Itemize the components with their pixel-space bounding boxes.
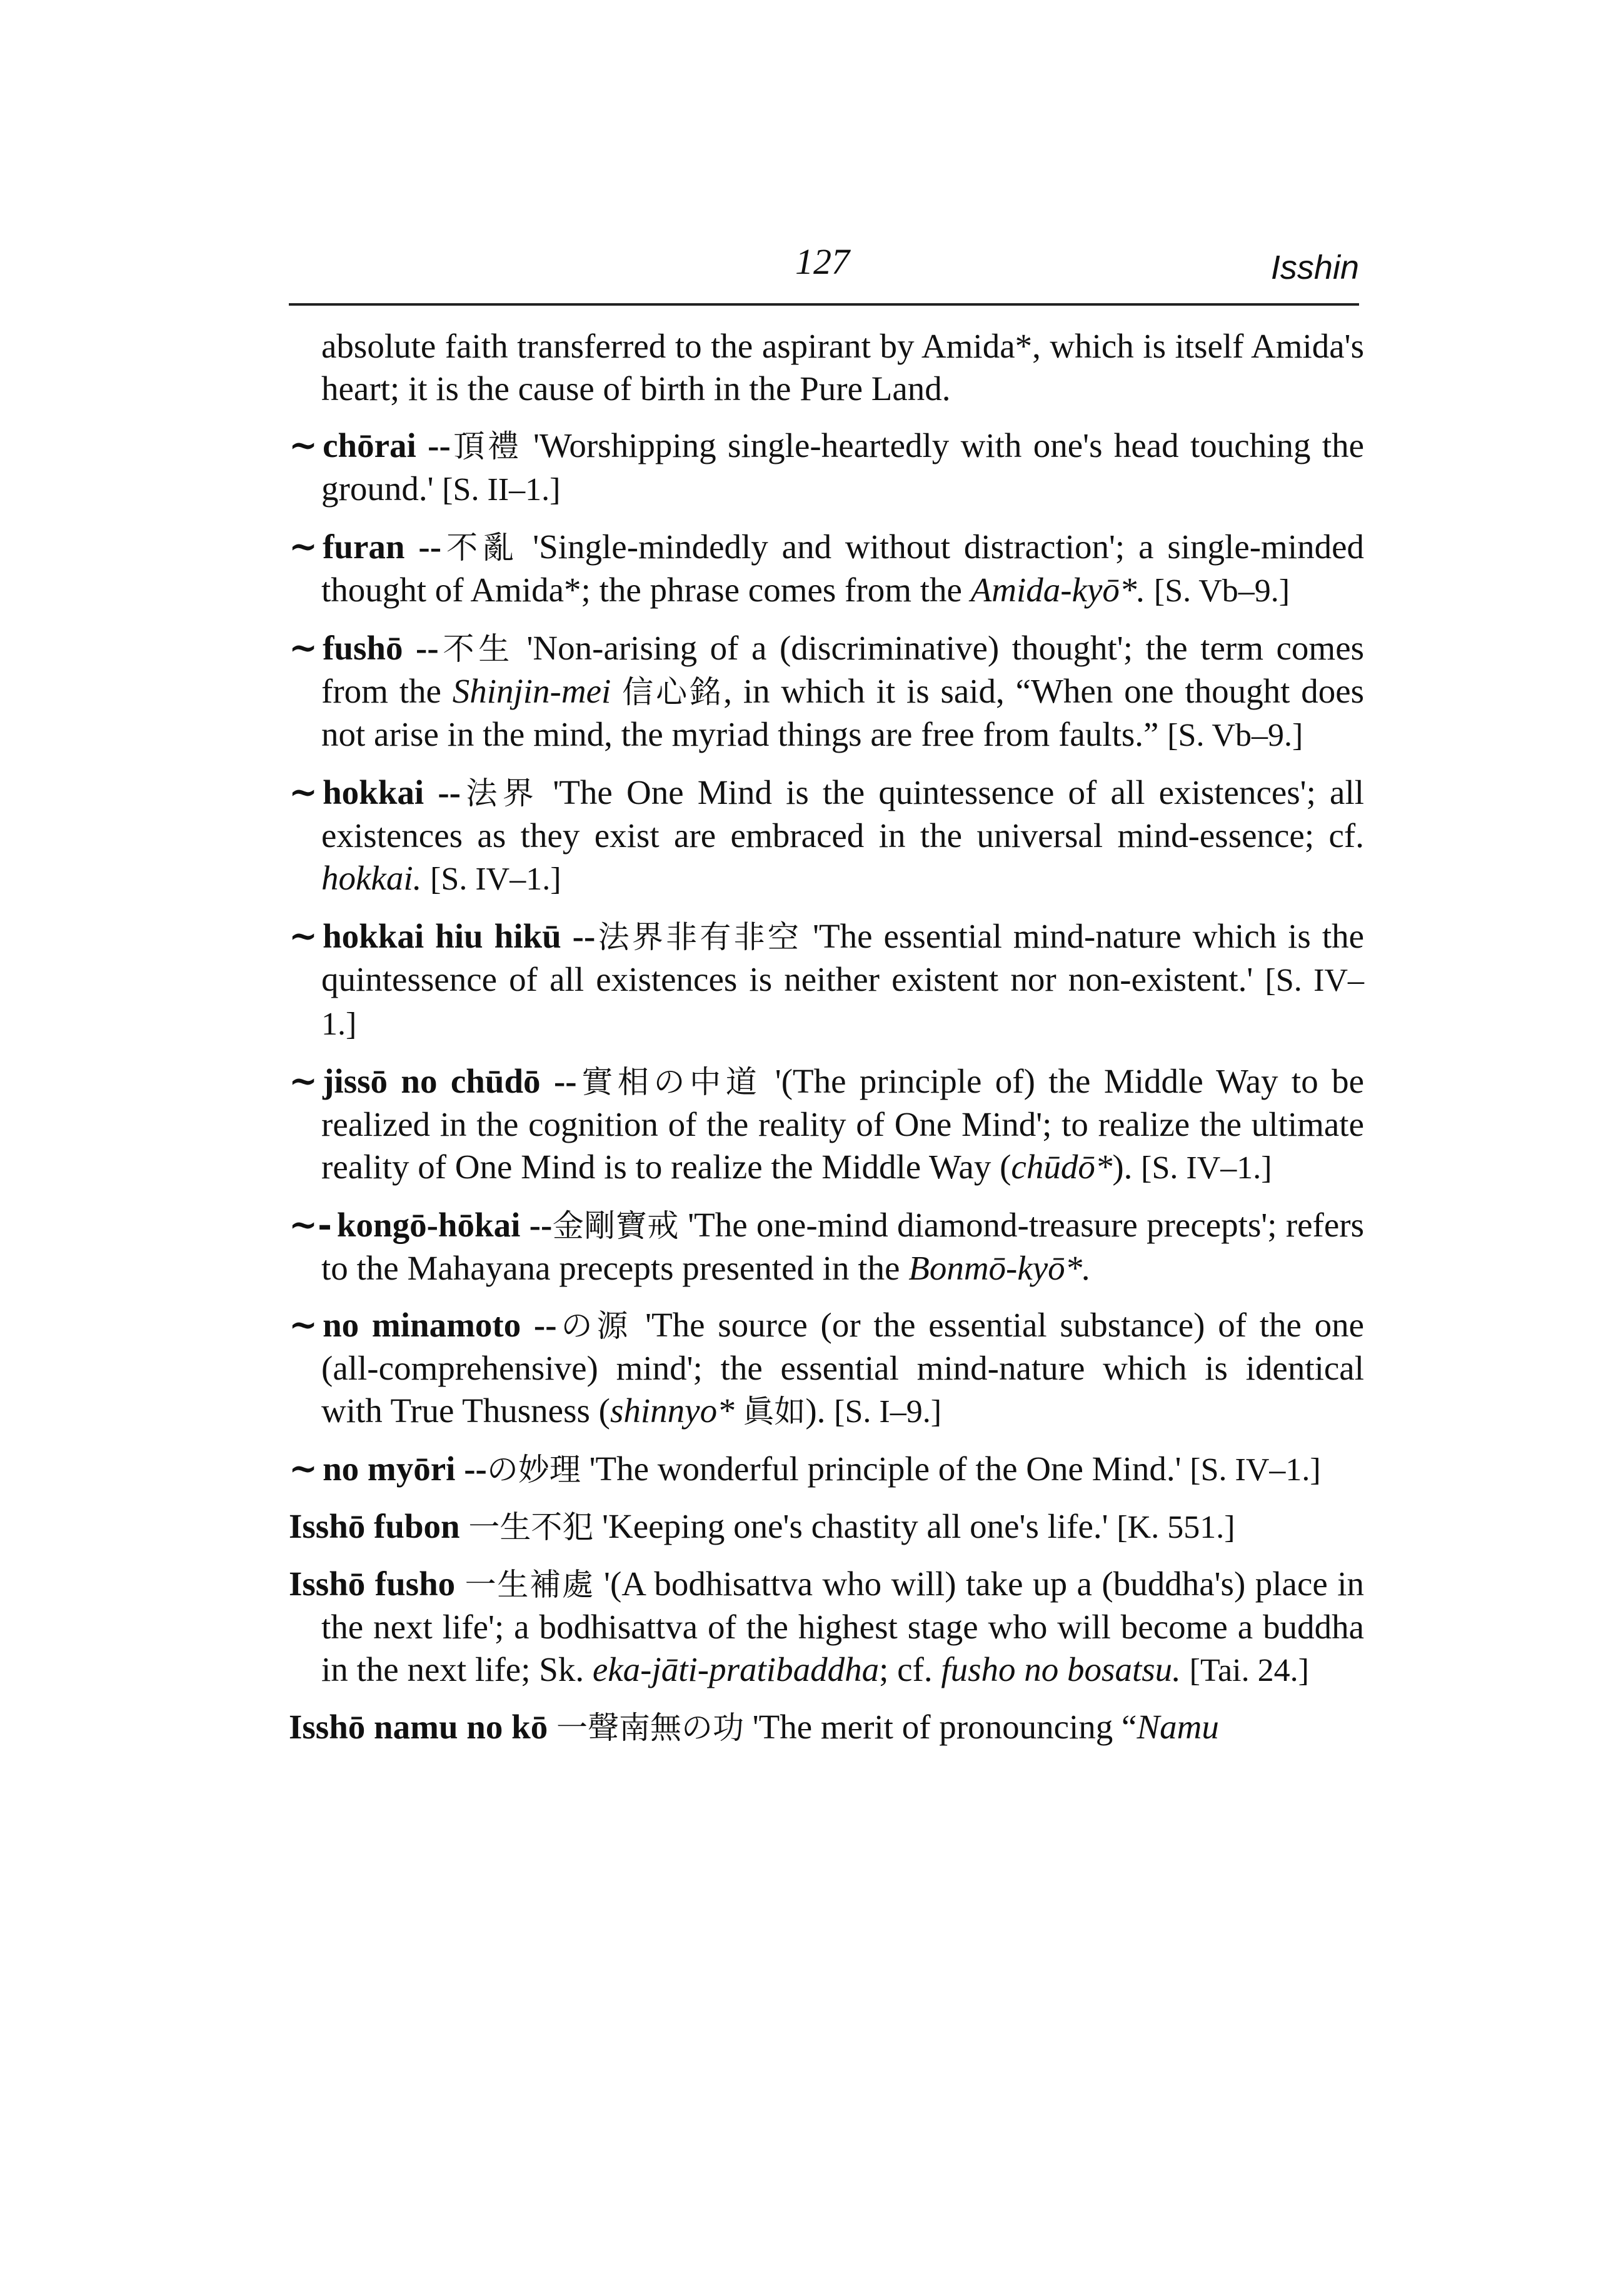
entry-headword: no minamoto (323, 1306, 521, 1344)
entry-furan: ~ furan --不亂 'Single-mindedly and without distraction'; a single-minded thought of Amida*; the phrase comes from the Amida-kyō*. [S. Vb–9.] (289, 526, 1365, 609)
entry-kanji: 金剛寶戒 (552, 1208, 679, 1244)
entry-issho-fubon (289, 1505, 1364, 1549)
entry-italic-secondary: fusho no bosatsu. (941, 1650, 1181, 1688)
entry-chorai: ~ chōrai --頂禮 'Worshipping single-heartedly with one's head touching the ground.' [S. II–1.] (289, 424, 1365, 508)
page-header (289, 241, 1359, 306)
tilde-mark: ~ (289, 424, 318, 465)
entry-kanji: 不生 (438, 631, 514, 667)
entry-definition: 'The source (or the essential substance) of the one (all-comprehensive) mind'; the essential mind-nature which is identical with True Thusness ( (321, 1306, 1365, 1430)
entry-definition: 'The essential mind-nature which is the quintessence of all existences is neither existent nor non-existent.' (321, 917, 1365, 998)
entry-italic: Shinjin-mei (452, 672, 611, 710)
tilde-mark: ~ (289, 1304, 318, 1345)
tilde-mark: ~ (289, 627, 318, 668)
entry-kanji: の源 (556, 1308, 633, 1344)
entry-reference: [S. Vb–9.] (1153, 573, 1290, 609)
entry-definition: '(The principle of) the Middle Way to be realized in the cognition of the reality of One Mind'; to realize the ultimate reality of One Mind is to realize the Middle Way ( (321, 1062, 1365, 1186)
entry-kanji-secondary: 眞如 (743, 1393, 806, 1430)
entry-definition-cont: , in which it is said, “When one thought does not arise in the mind, the myriad things are free from faults.” (321, 672, 1365, 753)
entry-headword: furan (323, 528, 405, 566)
entry-reference: [S. Vb–9.] (1167, 718, 1303, 753)
entry-text: absolute faith transferred to the aspirant by Amida*, which is itself Amida's heart; it is the cause of birth in the Pure Land. (321, 327, 1364, 408)
entries-body (289, 325, 1364, 1763)
entry-definition: 'Worshipping single-heartedly with one's head touching the ground.' (321, 426, 1365, 508)
entry-hokkai-hiu-hiku: ~ hokkai hiu hikū --法界非有非空 'The essential mind-nature which is the quintessence of all existences is neither existent nor non-existent.' [S. IV–1.] (289, 915, 1365, 1042)
entry-italic: Amida-kyō*. (970, 571, 1146, 609)
entry-hokkai: ~ hokkai --法界 'The One Mind is the quintessence of all existences'; all existences as they exist are embraced in the universal mind-essence; cf. hokkai. [S. IV–1.] (289, 771, 1365, 897)
entry-reference: [S. IV–1.] (430, 861, 561, 897)
entry-kanji: 不亂 (441, 529, 519, 566)
entry-definition: 'Non-arising of a (discriminative) thought'; the term comes from the (321, 629, 1365, 710)
running-head: Isshin (1270, 249, 1359, 286)
entry-headword: chōrai (323, 426, 416, 464)
entry-definition: 'Single-mindedly and without distraction'; a single-minded thought of Amida*; the phrase comes from the (321, 528, 1365, 609)
tilde-mark: ~ (289, 526, 318, 566)
entry-kanji: の妙理 (486, 1451, 581, 1488)
entry-headword: hokkai hiu hikū (323, 917, 561, 955)
entry-continuation (289, 325, 1364, 410)
entry-italic: chūdō* (1011, 1148, 1113, 1186)
entry-headword: kongō-hōkai (336, 1206, 521, 1244)
entry-kanji: 一聲南無の功 (556, 1710, 744, 1746)
entry-kanji: 法界非有非空 (595, 919, 802, 955)
entry-definition: 'The one-mind diamond-treasure precepts'; refers to the Mahayana precepts presented in the (321, 1206, 1364, 1287)
entry-definition: '(A bodhisattva who will) take up a (buddha's) place in the next life'; a bodhisattva of the highest stage who will become a buddha in the next life; Sk. (321, 1565, 1365, 1688)
tilde-mark: ~ (289, 1448, 318, 1488)
entry-issho-fusho (289, 1563, 1364, 1692)
entry-reference: [S. IV–1.] (1190, 1452, 1321, 1488)
entry-issho-namu-no-ko (289, 1706, 1364, 1749)
entry-kanji: 實相の中道 (576, 1064, 762, 1100)
entry-kanji: 一生不犯 (468, 1509, 594, 1545)
entry-definition-cont: ; cf. (879, 1650, 933, 1688)
entry-headword: jissō no chūdō (323, 1062, 541, 1100)
entry-italic: shinnyo* (610, 1391, 735, 1430)
entry-jisso-no-chudo: ~ jissō no chūdō --實相の中道 '(The principle of) the Middle Way to be realized in the cognition of the reality of One Mind'; to realize the ultimate reality of One Mind is to realize the Middle Way (chūdō*). [S. IV–1.] (289, 1060, 1365, 1186)
entry-definition-cont: ). (805, 1391, 826, 1430)
entry-definition-cont: ). (1112, 1148, 1133, 1186)
entry-italic: hokkai. (321, 859, 422, 897)
entry-reference: [S. II–1.] (442, 472, 561, 508)
entry-headword: Isshō fusho (289, 1565, 456, 1603)
entry-definition: 'Keeping one's chastity all one's life.' (602, 1507, 1108, 1545)
entry-reference: [S. IV–1.] (321, 963, 1365, 1042)
entry-definition: 'The merit of pronouncing “ (752, 1708, 1137, 1746)
entry-kanji-secondary: 信心銘 (622, 674, 724, 710)
entry-no-minamoto: ~ no minamoto --の源 'The source (or the essential substance) of the one (all-comprehensive) mind'; the essential mind-nature which is identical with True Thusness (shinnyo* 眞如). [S. I–9.] (289, 1304, 1365, 1430)
tilde-mark: ~ (289, 1060, 318, 1101)
entry-headword: Isshō fubon (289, 1507, 460, 1545)
entry-headword: fushō (323, 629, 403, 667)
entry-fusho: ~ fushō --不生 'Non-arising of a (discriminative) thought'; the term comes from the Shinjin-mei 信心銘, in which it is said, “When one thought does not arise in the mind, the myriad things are free from faults.” [S. Vb–9.] (289, 627, 1365, 753)
entry-no-myori: ~ no myōri --の妙理 'The wonderful principle of the One Mind.' [S. IV–1.] (289, 1448, 1321, 1488)
entry-reference: [S. I–9.] (834, 1394, 942, 1430)
entry-headword: Isshō namu no kō (289, 1708, 548, 1746)
entry-kanji: 頂禮 (450, 428, 522, 464)
entry-kanji: 一生補處 (464, 1567, 595, 1603)
entry-reference: [S. IV–1.] (1141, 1150, 1272, 1186)
tilde-mark: ~ (289, 915, 318, 956)
entry-italic: Bonmō-kyō*. (908, 1249, 1091, 1287)
entry-headword: hokkai (323, 773, 424, 811)
entry-reference: [K. 551.] (1117, 1510, 1235, 1545)
entry-definition: 'The wonderful principle of the One Mind.' (589, 1450, 1182, 1488)
entry-headword: no myōri (323, 1450, 456, 1488)
entry-italic: Namu (1137, 1708, 1219, 1746)
tilde-mark: ~- (289, 1204, 332, 1245)
entry-reference: [Tai. 24.] (1189, 1653, 1309, 1688)
entry-kongo-hokai: ~- kongō-hōkai --金剛寶戒 'The one-mind diamond-treasure precepts'; refers to the Mahayana precepts presented in the Bonmō-kyō*. (289, 1204, 1364, 1287)
entry-kanji: 法界 (460, 775, 540, 811)
entry-italic: eka-jāti-pratibaddha (592, 1650, 880, 1688)
page-number: 127 (795, 241, 850, 282)
tilde-mark: ~ (289, 771, 318, 812)
entry-definition: 'The One Mind is the quintessence of all existences'; all existences as they exist are embraced in the universal mind-essence; cf. (321, 773, 1365, 855)
